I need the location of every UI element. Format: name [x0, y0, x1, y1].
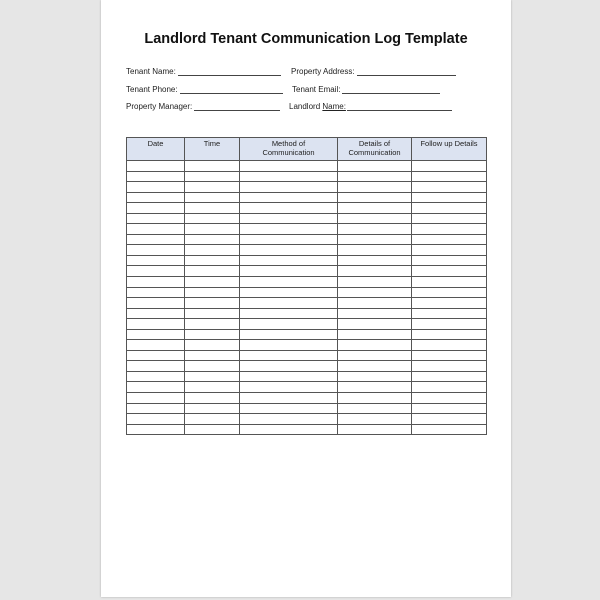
table-cell[interactable] [185, 277, 240, 288]
table-cell[interactable] [127, 308, 185, 319]
table-cell[interactable] [412, 393, 487, 404]
table-cell[interactable] [127, 393, 185, 404]
table-cell[interactable] [240, 403, 338, 414]
table-cell[interactable] [240, 308, 338, 319]
tenant-email-field[interactable] [292, 85, 440, 94]
tenant-name-field[interactable] [126, 67, 281, 76]
table-cell[interactable] [412, 350, 487, 361]
table-row [127, 287, 487, 298]
table-cell[interactable] [185, 224, 240, 235]
property-manager-label: Property Manager: [126, 102, 193, 111]
table-cell[interactable] [240, 382, 338, 393]
tenant-phone-line[interactable] [180, 85, 283, 94]
column-header-details-line1: Details of [358, 139, 391, 148]
table-cell[interactable] [338, 298, 412, 309]
table-cell[interactable] [412, 414, 487, 425]
table-row [127, 255, 487, 266]
table-cell[interactable] [127, 361, 185, 372]
table-header-row [127, 138, 487, 161]
landlord-name-label-prefix: Landlord [289, 102, 323, 111]
table-cell[interactable] [412, 171, 487, 182]
column-header-time [185, 138, 240, 161]
property-address-field[interactable] [291, 67, 456, 76]
column-header-method-line2: Communication [262, 148, 315, 157]
table-cell[interactable] [412, 287, 487, 298]
table-cell[interactable] [412, 319, 487, 330]
table-cell[interactable] [185, 319, 240, 330]
table-cell[interactable] [338, 161, 412, 172]
table-cell[interactable] [185, 245, 240, 256]
table-cell[interactable] [185, 371, 240, 382]
tenant-email-line[interactable] [342, 85, 440, 94]
table-cell[interactable] [240, 192, 338, 203]
table-row [127, 224, 487, 235]
table-cell[interactable] [185, 213, 240, 224]
table-row [127, 350, 487, 361]
table-cell[interactable] [338, 393, 412, 404]
tenant-email-label: Tenant Email: [292, 85, 341, 94]
table-cell[interactable] [338, 424, 412, 435]
table-cell[interactable] [338, 287, 412, 298]
table-cell[interactable] [127, 192, 185, 203]
table-cell[interactable] [338, 414, 412, 425]
table-cell[interactable] [412, 329, 487, 340]
table-cell[interactable] [412, 382, 487, 393]
table-cell[interactable] [338, 340, 412, 351]
column-header-time-text: Time [203, 139, 221, 148]
table-cell[interactable] [412, 361, 487, 372]
table-cell[interactable] [185, 161, 240, 172]
landlord-name-label-word: Name: [322, 102, 346, 111]
table-cell[interactable] [127, 382, 185, 393]
table-cell[interactable] [127, 245, 185, 256]
column-header-follow-up [412, 138, 487, 161]
table-cell[interactable] [338, 171, 412, 182]
table-cell[interactable] [185, 350, 240, 361]
table-cell[interactable] [240, 424, 338, 435]
table-row [127, 203, 487, 214]
table-row [127, 298, 487, 309]
table-cell[interactable] [185, 287, 240, 298]
table-cell[interactable] [412, 266, 487, 277]
table-row [127, 340, 487, 351]
table-cell[interactable] [338, 203, 412, 214]
table-cell[interactable] [240, 329, 338, 340]
property-manager-line[interactable] [194, 102, 280, 111]
table-row [127, 234, 487, 245]
table-cell[interactable] [240, 203, 338, 214]
page-title: Landlord Tenant Communication Log Template [144, 31, 468, 47]
table-cell[interactable] [185, 382, 240, 393]
table-cell[interactable] [127, 350, 185, 361]
table-cell[interactable] [412, 161, 487, 172]
column-header-follow-up-text: Follow up Details [420, 139, 478, 148]
table-cell[interactable] [338, 234, 412, 245]
table-cell[interactable] [185, 255, 240, 266]
table-cell[interactable] [412, 371, 487, 382]
table-cell[interactable] [412, 308, 487, 319]
table-cell[interactable] [338, 213, 412, 224]
table-row [127, 266, 487, 277]
table-cell[interactable] [185, 203, 240, 214]
table-cell[interactable] [412, 245, 487, 256]
table-cell[interactable] [185, 393, 240, 404]
table-cell[interactable] [127, 414, 185, 425]
tenant-name-label: Tenant Name: [126, 67, 176, 76]
table-row [127, 308, 487, 319]
table-cell[interactable] [127, 203, 185, 214]
table-cell[interactable] [185, 308, 240, 319]
table-cell[interactable] [240, 319, 338, 330]
table-cell[interactable] [127, 234, 185, 245]
table-cell[interactable] [338, 245, 412, 256]
table-cell[interactable] [127, 287, 185, 298]
landlord-name-line[interactable] [347, 102, 452, 111]
table-row [127, 424, 487, 435]
table-row [127, 182, 487, 193]
table-row [127, 382, 487, 393]
table-cell[interactable] [240, 255, 338, 266]
table-row [127, 329, 487, 340]
table-body [127, 161, 487, 435]
table-row [127, 161, 487, 172]
table-cell[interactable] [240, 393, 338, 404]
table-row [127, 371, 487, 382]
table-cell[interactable] [240, 277, 338, 288]
table-cell[interactable] [185, 192, 240, 203]
table-cell[interactable] [338, 361, 412, 372]
table-cell[interactable] [338, 277, 412, 288]
table-cell[interactable] [240, 213, 338, 224]
table-cell[interactable] [127, 171, 185, 182]
table-row [127, 213, 487, 224]
table-row [127, 277, 487, 288]
communication-log-table [126, 137, 487, 435]
table-cell[interactable] [240, 414, 338, 425]
table-cell[interactable] [338, 319, 412, 330]
column-header-method [240, 138, 338, 161]
table-cell[interactable] [240, 245, 338, 256]
tenant-phone-field[interactable] [126, 85, 283, 94]
table-row [127, 192, 487, 203]
table-cell[interactable] [127, 213, 185, 224]
table-cell[interactable] [240, 298, 338, 309]
table-cell[interactable] [338, 350, 412, 361]
table-cell[interactable] [240, 171, 338, 182]
table-cell[interactable] [338, 329, 412, 340]
table-row [127, 403, 487, 414]
table-cell[interactable] [412, 192, 487, 203]
table-cell[interactable] [127, 319, 185, 330]
table-cell[interactable] [127, 266, 185, 277]
table-cell[interactable] [127, 371, 185, 382]
table-cell[interactable] [185, 234, 240, 245]
table-cell[interactable] [127, 298, 185, 309]
tenant-phone-label: Tenant Phone: [126, 85, 178, 94]
table-cell[interactable] [240, 350, 338, 361]
table-cell[interactable] [240, 340, 338, 351]
table-cell[interactable] [412, 182, 487, 193]
table-cell[interactable] [185, 298, 240, 309]
table-cell[interactable] [412, 224, 487, 235]
landlord-name-field[interactable] [289, 102, 452, 111]
table-cell[interactable] [185, 171, 240, 182]
table-cell[interactable] [412, 203, 487, 214]
table-cell[interactable] [412, 340, 487, 351]
table-cell[interactable] [127, 329, 185, 340]
table-cell[interactable] [412, 403, 487, 414]
table-row [127, 361, 487, 372]
property-address-line[interactable] [357, 67, 456, 76]
table-cell[interactable] [185, 340, 240, 351]
table-cell[interactable] [185, 266, 240, 277]
table-cell[interactable] [338, 192, 412, 203]
table-cell[interactable] [185, 403, 240, 414]
table-cell[interactable] [185, 329, 240, 340]
table-cell[interactable] [127, 277, 185, 288]
table-cell[interactable] [127, 182, 185, 193]
table-cell[interactable] [240, 361, 338, 372]
table-cell[interactable] [240, 287, 338, 298]
table-cell[interactable] [240, 266, 338, 277]
table-cell[interactable] [338, 308, 412, 319]
column-header-date [127, 138, 185, 161]
table-row [127, 414, 487, 425]
table-cell[interactable] [127, 255, 185, 266]
table-cell[interactable] [240, 224, 338, 235]
tenant-name-line[interactable] [178, 67, 281, 76]
table-cell[interactable] [185, 182, 240, 193]
column-header-date-text: Date [147, 139, 164, 148]
column-header-method-line1: Method of [271, 139, 306, 148]
table-cell[interactable] [412, 213, 487, 224]
table-cell[interactable] [338, 371, 412, 382]
table-cell[interactable] [185, 361, 240, 372]
table-cell[interactable] [127, 224, 185, 235]
table-cell[interactable] [240, 234, 338, 245]
property-address-label: Property Address: [291, 67, 355, 76]
table-cell[interactable] [338, 182, 412, 193]
property-manager-field[interactable] [126, 102, 280, 111]
table-cell[interactable] [240, 371, 338, 382]
table-row [127, 393, 487, 404]
table-cell[interactable] [412, 424, 487, 435]
table-cell[interactable] [338, 403, 412, 414]
table-cell[interactable] [127, 340, 185, 351]
table-cell[interactable] [338, 224, 412, 235]
table-cell[interactable] [412, 298, 487, 309]
table-cell[interactable] [338, 382, 412, 393]
document-page [101, 0, 511, 597]
table-cell[interactable] [127, 161, 185, 172]
column-header-details-line2: Communication [348, 148, 401, 157]
table-cell[interactable] [185, 424, 240, 435]
table-cell[interactable] [127, 403, 185, 414]
table-cell[interactable] [412, 234, 487, 245]
table-cell[interactable] [127, 424, 185, 435]
table-cell[interactable] [240, 182, 338, 193]
table-cell[interactable] [338, 255, 412, 266]
table-cell[interactable] [412, 277, 487, 288]
column-header-details [338, 138, 412, 161]
table-cell[interactable] [185, 414, 240, 425]
table-cell[interactable] [412, 255, 487, 266]
table-row [127, 171, 487, 182]
table-row [127, 319, 487, 330]
table-cell[interactable] [338, 266, 412, 277]
table-cell[interactable] [240, 161, 338, 172]
table-row [127, 245, 487, 256]
